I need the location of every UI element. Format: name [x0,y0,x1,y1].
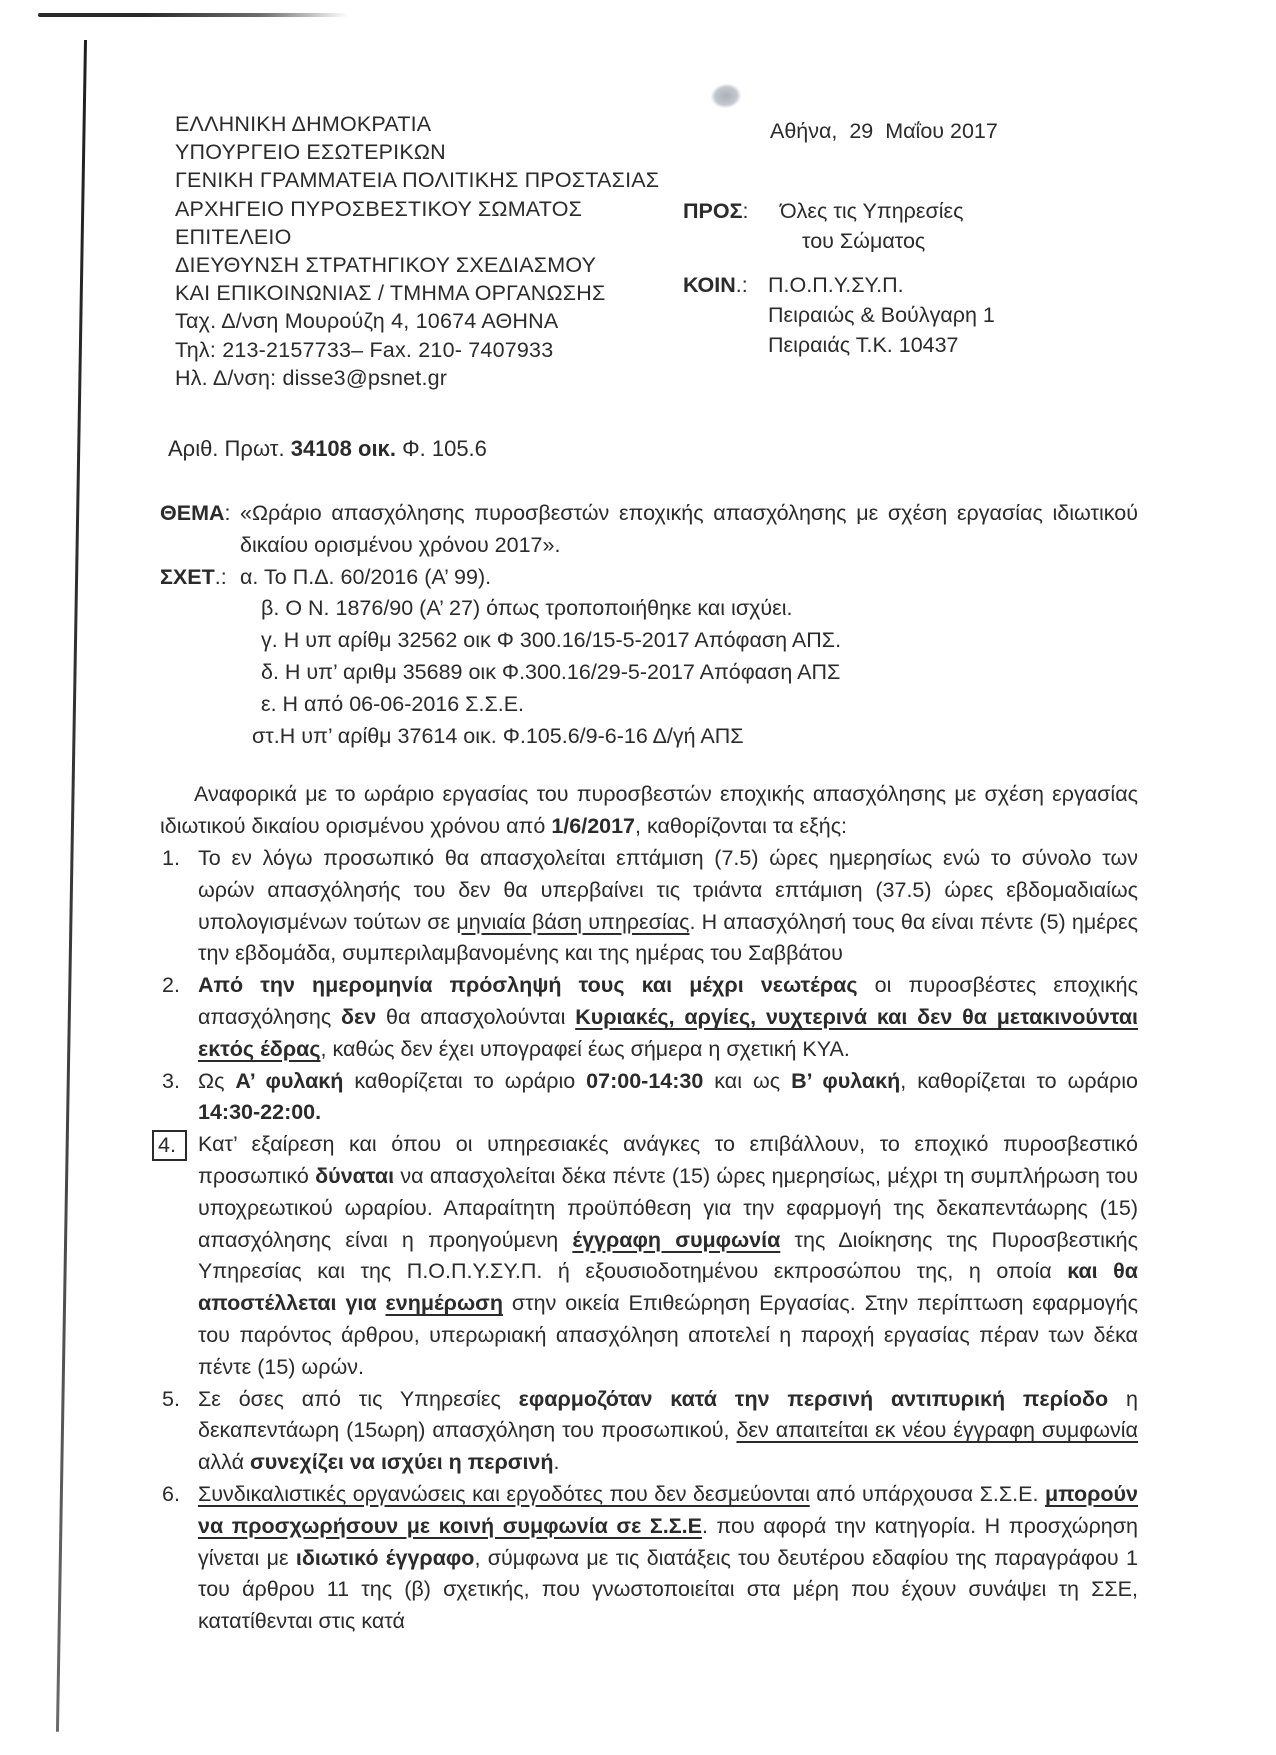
text-segment: Κυριακές, αργίες, νυχτερινά και δεν θα μετακινούνται εκτός έδρας [198,1004,1139,1061]
scan-edge-line-vertical [56,40,87,1732]
cc-lines [768,270,995,360]
reference-item: β. Ο Ν. 1876/90 (Α’ 27) όπως τροποποιήθηκε και ισχύει. [261,596,793,621]
text-segment: Ως [198,1068,236,1093]
recipient-line: Όλες τις Υπηρεσίες [780,199,964,223]
sender-phone-fax-line: Τηλ: 213-2157733– Fax. 210- 7407933 [175,337,554,362]
text-segment: Από την ημερομηνία πρόσληψή τους και μέχρι νεωτέρας [198,973,858,998]
scan-edge-line-top [38,13,348,17]
text-segment: δεν [341,1004,377,1029]
sender-email-line: Ηλ. Δ/νση: disse3@psnet.gr [175,365,448,390]
reference-item: στ.Η υπ’ αρίθμ 37614 οικ. Φ.105.6/9-6-16 Δ/γή ΑΠΣ [252,723,744,748]
text-segment: ενημέρωση [385,1291,503,1316]
cc-label-colon: .: [735,273,748,297]
subject-label-colon: : [224,501,231,525]
list-item-number: 5. [162,1386,180,1411]
text-segment: . που αφορά την κατηγορία. Η προσχώρηση γίνεται με [198,1513,1138,1570]
text-segment: Συνδικαλιστικές οργανώσεις και εργοδότες που δεν δεσμεύονται [198,1481,810,1506]
text-segment: από υπάρχουσα Σ.Σ.Ε. [809,1481,1045,1506]
sender-line: ΥΠΟΥΡΓΕΙΟ ΕΣΩΤΕΡΙΚΩΝ [175,140,446,165]
references-list [240,562,1138,753]
list-item-text [198,1069,1138,1125]
references-label-colon: .: [214,564,227,589]
recipient-label-colon: : [742,199,749,223]
cc-line: Πειραιάς Τ.Κ. 10437 [768,333,959,357]
text-segment: δύναται [315,1163,395,1188]
reference-item: γ. Η υπ αρίθμ 32562 οικ Φ 300.16/15-5-2017 Απόφαση ΑΠΣ. [261,628,842,653]
text-segment: οι πυροσβέστες εποχικής απασχόλησης [198,973,1138,1029]
list-item-number: 6. [162,1481,180,1506]
cc-line: Π.Ο.Π.Υ.ΣΥ.Π. [768,273,904,297]
text-segment: να απασχολείται δέκα πέντε (15) ώρες ημερησίως, μέχρι τη συμπλήρωση του υποχρεωτικού ωραρίου. Απαραίτητη προϋπόθεση για την εφαρμογή της δεκαπεντάωρης (15) απασχόλησης είναι η προηγούμενη [198,1163,1138,1252]
text-segment: και ως [703,1068,792,1093]
list-item-text [198,1482,1138,1633]
list-item-text [198,1132,1138,1379]
list-item-6 [160,1479,1138,1638]
intro-paragraph [160,779,1138,843]
references-label-text: ΣΧΕΤ [160,564,215,589]
document-body [160,498,1138,1638]
sender-line: ΑΡΧΗΓΕΙΟ ΠΥΡΟΣΒΕΣΤΙΚΟΥ ΣΩΜΑΤΟΣ [175,196,583,221]
document-date: Αθήνα, 29 Μαΐου 2017 [770,119,998,143]
text-segment: 34108 οικ. [290,436,396,461]
text-segment: αλλά [198,1450,251,1475]
text-segment: συνεχίζει να ισχύει η περσινή [250,1450,554,1475]
text-segment: θα απασχολούνται [376,1004,576,1029]
text-segment: Το εν λόγω προσωπικό θα απασχολείται επτάμιση (7.5) ώρες ημερησίως ενώ το σύνολο των ωρών απασχόλησής του δεν θα υπερβαίνει τις τριάντα επτάμιση (37.5) ώρες εβδομαδιαίως υπολογισμένων τούτων σε [198,845,1138,934]
text-segment: Φ. 105.6 [395,436,487,461]
text-segment: Σε όσες από τις Υπηρεσίες [198,1386,519,1411]
text-segment: η δεκαπεντάωρη (15ωρη) απασχόληση του προσωπικού, [198,1386,1138,1443]
list-item-2 [160,970,1138,1065]
sender-line: ΚΑΙ ΕΠΙΚΟΙΝΩΝΙΑΣ / ΤΜΗΜΑ ΟΡΓΑΝΩΣΗΣ [175,281,606,306]
text-segment: Αριθ. Πρωτ. [168,436,291,461]
text-segment: , καθώς δεν έχει υπογραφεί έως σήμερα η σχετική ΚΥΑ. [320,1036,850,1061]
list-item-number-boxed: 4. [152,1130,187,1161]
text-segment: . Η απασχόλησή τους θα είναι πέντε (5) ημέρες την εβδομάδα, συμπεριλαμβανομένης και της ημέρας του Σαββάτου [198,909,1138,966]
text-segment: μηνιαία βάση υπηρεσίας [456,909,690,934]
cc-label-text: ΚΟΙΝ [683,273,736,297]
text-segment: , σύμφωνα με τις διατάξεις του δευτέρου εδαφίου της παραγράφου 1 του άρθρου 11 της (β) σχετικής, που γνωστοποιείται στα μέρη που έχουν συνάψει τη ΣΣΕ, κατατίθενται στις κατά [198,1545,1138,1634]
sender-line: ΕΠΙΤΕΛΕΙΟ [175,224,292,249]
text-segment: δεν απαιτείται εκ νέου έγγραφη συμφωνία [736,1418,1138,1443]
text-segment: εφαρμοζόταν κατά την περσινή αντιπυρική περίοδο [518,1386,1109,1411]
list-item-number: 1. [162,845,180,870]
text-segment: 07:00-14:30 [586,1068,704,1093]
list-item-3 [160,1066,1138,1130]
sender-address-line: Ταχ. Δ/νση Μουρούζη 4, 10674 ΑΘΗΝΑ [175,309,559,334]
text-segment: . [553,1450,560,1475]
list-item-text [198,846,1138,965]
list-item-text [198,973,1138,1061]
text-segment: στην οικεία Επιθεώρηση Εργασίας. Στην περίπτωση εφαρμογής του παρόντος άρθρου, υπερωριακή απασχόληση αποτελεί η παροχή εργασίας πέραν των δέκα πέντε (15) ωρών. [198,1291,1138,1379]
subject-block [160,498,1138,562]
subject-label [160,498,240,562]
text-segment: Κατ’ εξαίρεση και όπου οι υπηρεσιακές ανάγκες το επιβάλλουν, το εποχικό πυροσβεστικό προσωπικό [198,1132,1138,1188]
reference-item: α. Το Π.Δ. 60/2016 (Α’ 99). [240,564,492,589]
list-item-text [198,1387,1138,1475]
text-segment: , καθορίζονται τα εξής: [635,814,848,839]
protocol-number-line [168,436,487,462]
sender-line: ΕΛΛΗΝΙΚΗ ΔΗΜΟΚΡΑΤΙΑ [175,112,432,136]
sender-line: ΓΕΝΙΚΗ ΓΡΑΜΜΑΤΕΙΑ ΠΟΛΙΤΙΚΗΣ ΠΡΟΣΤΑΣΙΑΣ [175,168,660,193]
reference-item: δ. Η υπ’ αριθμ 35689 οικ Φ.300.16/29-5-2017 Απόφαση ΑΠΣ [261,659,841,684]
list-item-1 [160,843,1138,970]
text-segment: Β’ φυλακή [791,1068,901,1093]
text-segment: Α’ φυλακή [235,1068,344,1093]
cc-label [683,270,768,360]
sender-line: ΔΙΕΥΘΥΝΣΗ ΣΤΡΑΤΗΓΙΚΟΥ ΣΧΕΔΙΑΣΜΟΥ [175,253,597,278]
scan-smudge [709,82,742,110]
list-item-number: 2. [162,973,180,998]
recipient-line: του Σώματος [802,229,926,253]
subject-label-text: ΘΕΜΑ [160,501,225,525]
text-segment: καθορίζεται το ωράριο [343,1068,587,1093]
list-item-number: 3. [162,1068,180,1093]
recipient-label [683,196,780,256]
recipient-lines [780,196,963,256]
text-segment: 1/6/2017 [551,814,636,839]
cc-block [683,270,995,360]
text-segment: 14:30-22:00. [198,1100,322,1125]
text-segment: και θα αποστέλλεται για [198,1259,1138,1316]
text-segment: Αναφορικά με το ωράριο εργασίας του πυροσβεστών εποχικής απασχόλησης με σχέση εργασίας ιδιωτικού δικαίου ορισμένου χρόνου από [160,782,1138,839]
reference-item: ε. Η από 06-06-2016 Σ.Σ.Ε. [261,691,525,716]
subject-text: «Ωράριο απασχόλησης πυροσβεστών εποχικής απασχόλησης με σχέση εργασίας ιδιωτικού δικαίου ορισμένου χρόνου 2017». [240,501,1138,557]
numbered-list [160,843,1138,1638]
references-label [160,562,240,753]
recipient-block [683,196,963,256]
text-segment: , καθορίζεται το ωράριο [900,1068,1139,1093]
text-segment: μπορούν να προσχωρήσουν με κοινή συμφωνία σε Σ.Σ.Ε [198,1481,1138,1538]
list-item-5 [160,1384,1138,1479]
text-segment: ιδιωτικό έγγραφο [295,1545,475,1570]
recipient-label-text: ΠΡΟΣ [683,199,743,223]
references-block [160,562,1138,753]
text-segment: έγγραφη συμφωνία [572,1227,781,1252]
sender-block [175,110,659,392]
list-item-4 [160,1129,1138,1383]
text-segment: της Διοίκησης της Πυροσβεστικής Υπηρεσίας και της Π.Ο.Π.Υ.ΣΥ.Π. ή εξουσιοδοτημένου εκπροσώπου της, η οποία [198,1227,1138,1284]
cc-line: Πειραιώς & Βούλγαρη 1 [768,303,995,327]
